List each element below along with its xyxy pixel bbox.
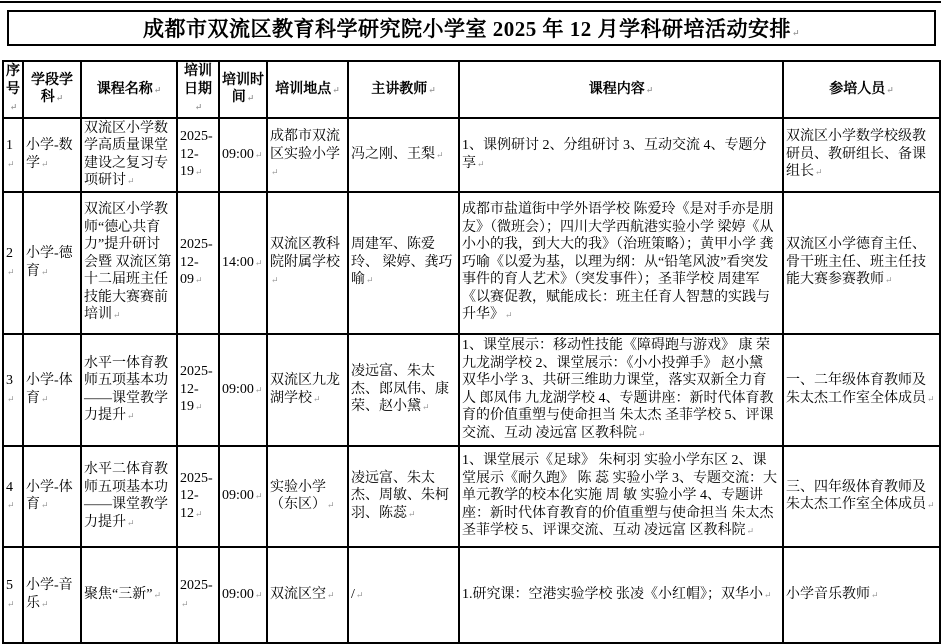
col-header-num: 序号 ↵ [3, 61, 23, 118]
document-title-box [7, 10, 936, 46]
cell-participants: 一、二年级体育教师及朱太杰工作室全体成员 ↵ [783, 334, 940, 446]
cell-location: 双流区教科院附属学校 ↵ [267, 192, 348, 334]
cell-course: 水平二体育教师五项基本功——课堂教学力提升 ↵ [81, 446, 177, 547]
cell-time: 14:00 ↵ [219, 192, 267, 334]
cell-content: 1、课堂展示《足球》 朱柯羽 实验小学东区 2、课堂展示《耐久跑》 陈 蕊 实验小学 3、专题交流：大单元教学的校本化实施 周 敏 实验小学 4、专题讲座：新时代体育教育的价值重塑与使命担当 朱太杰 圣菲学校 5、评课交流、互动 凌远富 区教科院 ↵ [459, 446, 783, 547]
col-header-location: 培训地点 ↵ [267, 61, 348, 118]
cell-participants: 双流区小学数学校级教研员、教研组长、备课组长 ↵ [783, 118, 940, 192]
table-row [3, 547, 940, 643]
table-row [3, 334, 940, 446]
page-title: 成都市双流区教育科学研究院小学室 2025 年 12 月学科研培活动安排 ↵ [143, 13, 800, 43]
schedule-table [2, 60, 941, 644]
cell-date: 2025-12-12 ↵ [177, 446, 219, 547]
cell-time: 09:00 ↵ [219, 446, 267, 547]
table-row [3, 446, 940, 547]
cell-subject: 小学-数学 ↵ [23, 118, 81, 192]
header-row [3, 61, 940, 118]
cell-participants: 三、四年级体育教师及朱太杰工作室全体成员 ↵ [783, 446, 940, 547]
col-header-time: 培训时间 ↵ [219, 61, 267, 118]
cell-num: 4 ↵ [3, 446, 23, 547]
cell-time: 09:00 ↵ [219, 334, 267, 446]
cell-course: 水平一体育教师五项基本功——课堂教学力提升 ↵ [81, 334, 177, 446]
cell-location: 实验小学（东区） ↵ [267, 446, 348, 547]
cell-num: 5 ↵ [3, 547, 23, 643]
cell-content: 1、课例研讨 2、分组研讨 3、互动交流 4、专题分享 ↵ [459, 118, 783, 192]
cell-num: 2 ↵ [3, 192, 23, 334]
cell-participants: 双流区小学德育主任、骨干班主任、班主任技能大赛参赛教师 ↵ [783, 192, 940, 334]
table-row [3, 192, 940, 334]
cell-course: 双流区小学教师“德心共育力”提升研讨会暨 双流区第十二届班主任技能大赛赛前培训 ↵ [81, 192, 177, 334]
cell-time: 09:00 ↵ [219, 547, 267, 643]
cell-course: 聚焦“三新” ↵ [81, 547, 177, 643]
cell-content: 1、课堂展示：移动性技能《障碍跑与游戏》 康 荣 九龙湖学校 2、课堂展示：《小小投弹手》 赵小黛 双华小学 3、共研三维助力课堂，落实双新全力育人 郎凤伟 九龙湖学校 4、专题讲座：新时代体育教育的价值重塑与使命担当 朱太杰 圣菲学校 5、评课交流、互动 凌远富 区教科院 ↵ [459, 334, 783, 446]
table-row [3, 118, 940, 192]
cell-location: 成都市双流区实验小学 ↵ [267, 118, 348, 192]
cell-date: 2025- ↵ [177, 547, 219, 643]
cell-teachers: 周建军、陈爱玲、 梁婷、龚巧喻 ↵ [348, 192, 459, 334]
cell-date: 2025-12-09 ↵ [177, 192, 219, 334]
col-header-subject: 学段学科 ↵ [23, 61, 81, 118]
cell-teachers: 冯之刚、王梨 ↵ [348, 118, 459, 192]
page-top-rule [0, 1, 941, 3]
cell-time: 09:00 ↵ [219, 118, 267, 192]
col-header-course: 课程名称 ↵ [81, 61, 177, 118]
cell-course: 双流区小学数学高质量课堂建设之复习专项研讨 ↵ [81, 118, 177, 192]
col-header-content: 课程内容 ↵ [459, 61, 783, 118]
cell-teachers: / ↵ [348, 547, 459, 643]
cell-num: 3 ↵ [3, 334, 23, 446]
col-header-participants: 参培人员 ↵ [783, 61, 940, 118]
cell-content: 成都市盐道街中学外语学校 陈爱玲《是对手亦是朋友》（微班会）；四川大学西航港实验小学 梁婷《从小小的我，到大大的我》（治班策略）；黄甲小学 龚巧喻《以爱为基，以理为纲：从“铅笔风波”看突发事件的育人艺术》（突发事件）；圣菲学校 周建军《以赛促教，赋能成长：班主任育人智慧的实践与升华》 ↵ [459, 192, 783, 334]
cell-subject: 小学-德育 ↵ [23, 192, 81, 334]
col-header-date: 培训日期 ↵ [177, 61, 219, 118]
cell-location: 双流区九龙湖学校 ↵ [267, 334, 348, 446]
cell-participants: 小学音乐教师 ↵ [783, 547, 940, 643]
cell-content: 1.研究课：空港实验学校 张凌《小红帽》；双华小 ↵ [459, 547, 783, 643]
cell-subject: 小学-音乐 ↵ [23, 547, 81, 643]
cell-teachers: 凌远富、朱太杰、郎凤伟、康荣、赵小黛 ↵ [348, 334, 459, 446]
cell-date: 2025-12-19 ↵ [177, 334, 219, 446]
cell-subject: 小学-体育 ↵ [23, 446, 81, 547]
cell-subject: 小学-体育 ↵ [23, 334, 81, 446]
col-header-teachers: 主讲教师 ↵ [348, 61, 459, 118]
cell-num: 1 ↵ [3, 118, 23, 192]
cell-date: 2025-12-19 ↵ [177, 118, 219, 192]
cell-location: 双流区空 ↵ [267, 547, 348, 643]
cell-teachers: 凌远富、朱太杰、周敏、朱柯羽、陈蕊 ↵ [348, 446, 459, 547]
